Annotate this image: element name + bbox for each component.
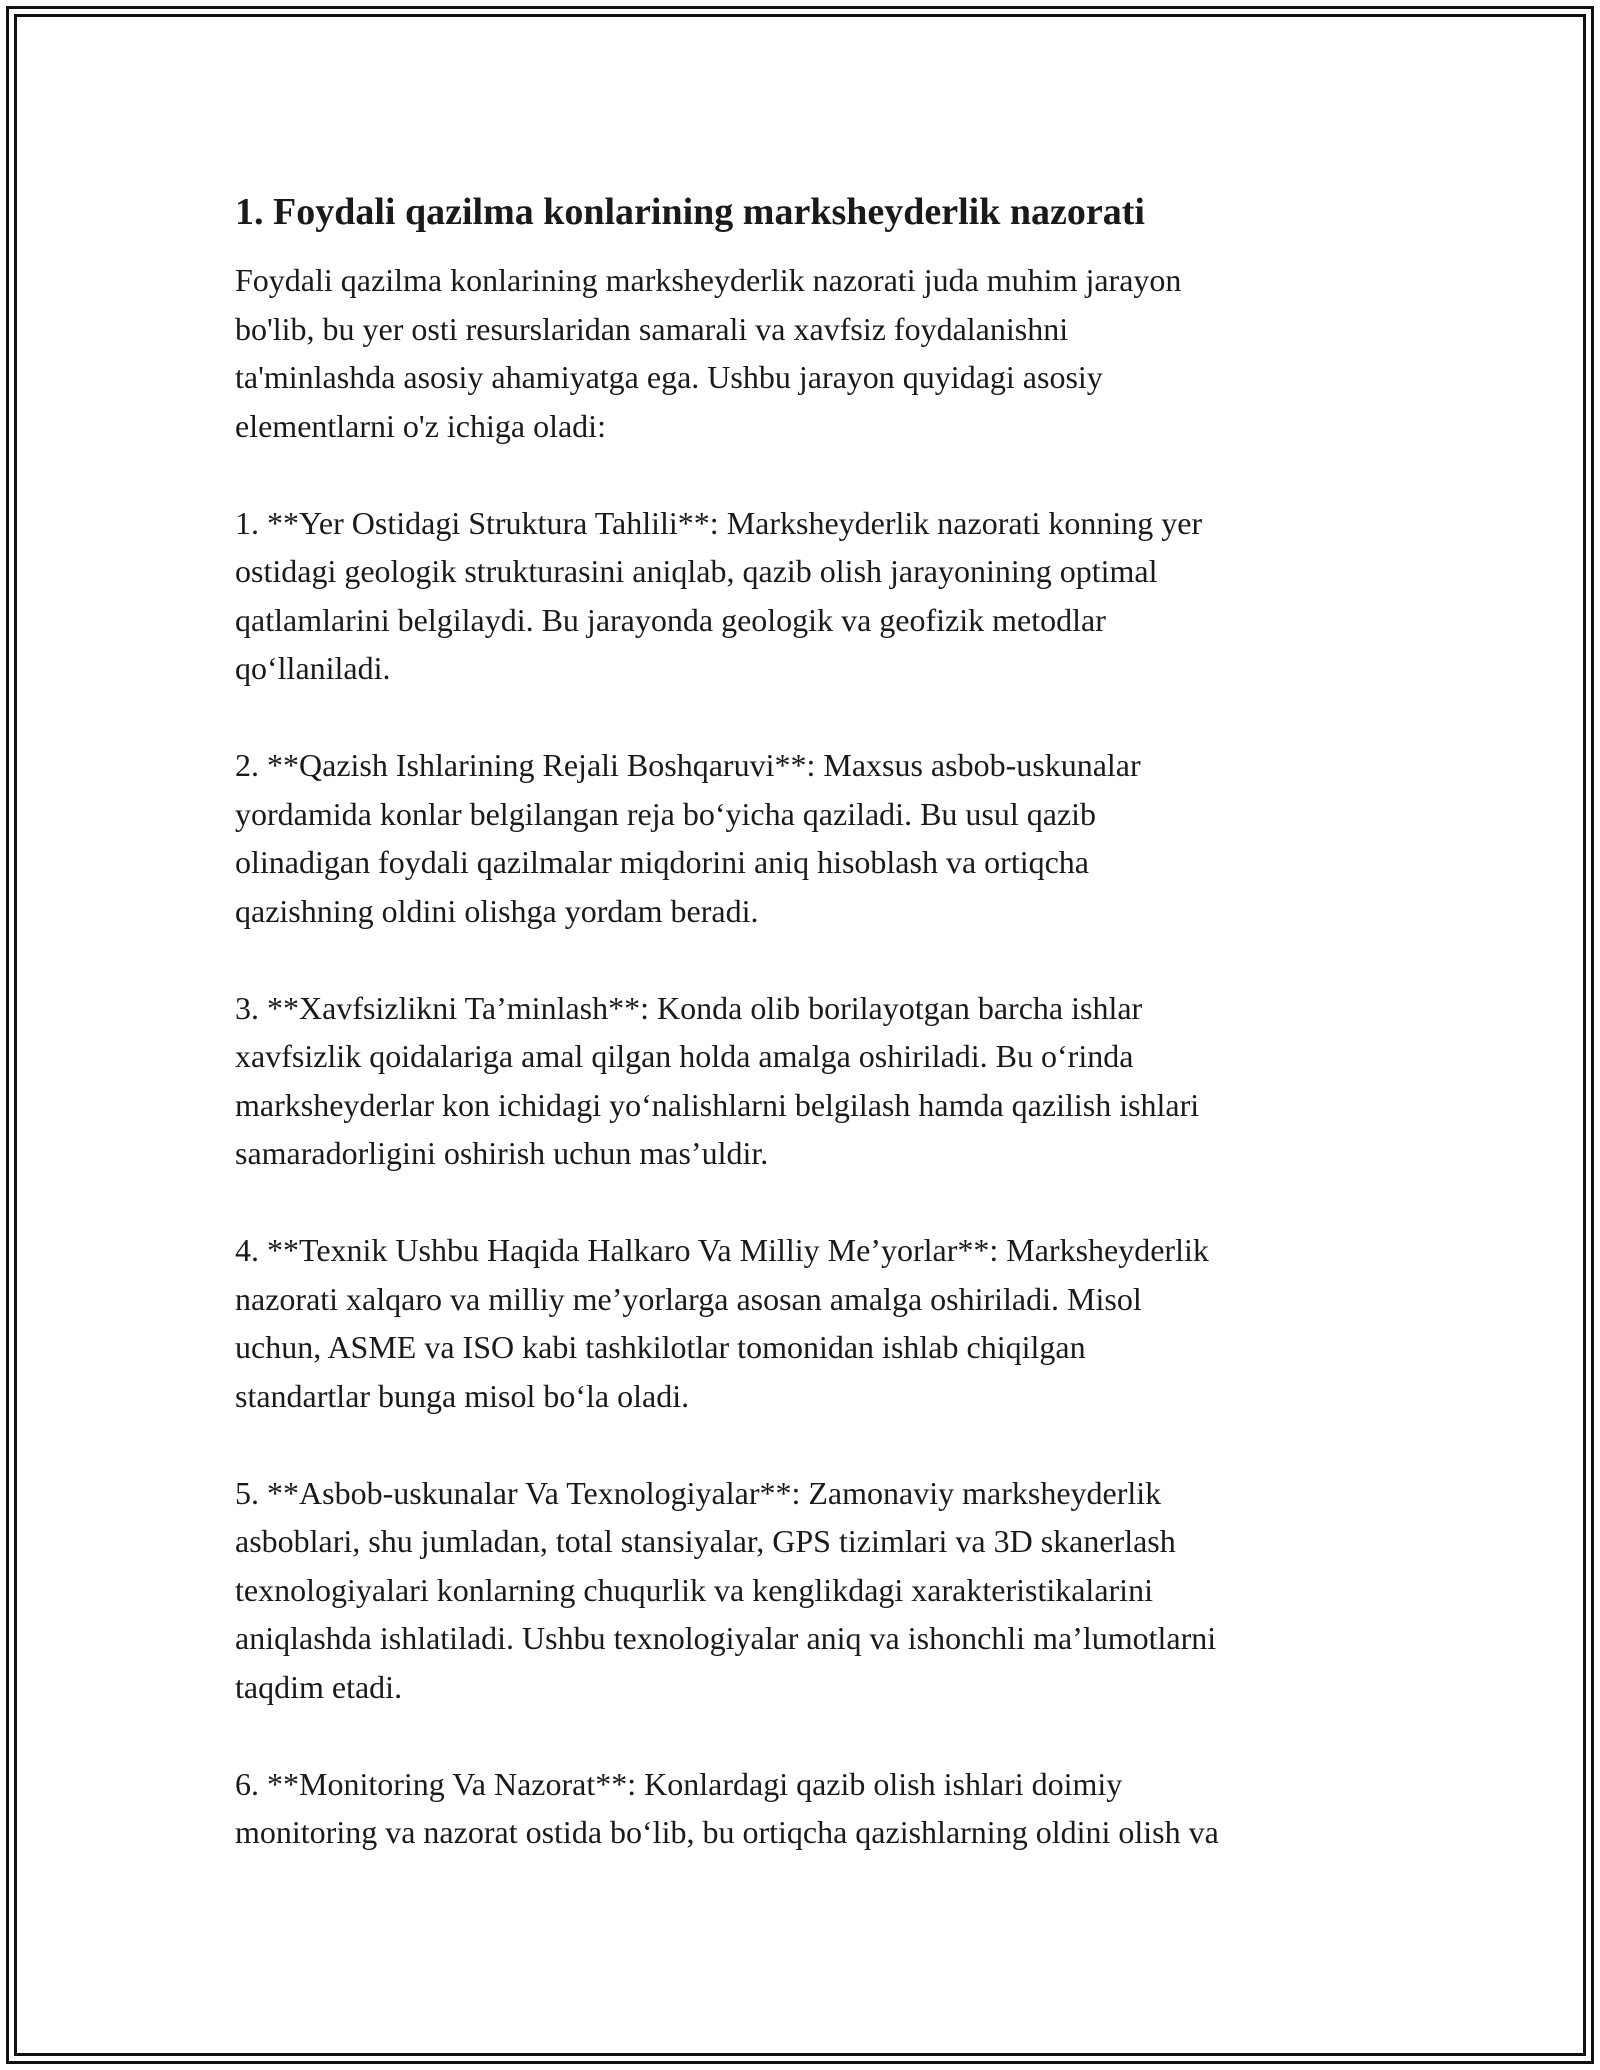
list-item-line: samaradorligini oshirish uchun mas’uldir. [235, 1135, 769, 1171]
list-item-line: monitoring va nazorat ostida bo‘lib, bu ortiqcha qazishlarning oldini olish va [235, 1814, 1219, 1850]
list-item-line: 3. **Xavfsizlikni Ta’minlash**: Konda olib borilayotgan barcha ishlar [235, 989, 1143, 1026]
list-item-line: xavfsizlik qoidalariga amal qilgan holda amalga oshiriladi. Bu o‘rinda [235, 1038, 1134, 1074]
list-item-line: 1. **Yer Ostidagi Struktura Tahlili**: Marksheyderlik nazorati konning yer [235, 504, 1203, 541]
document-title: 1. Foydali qazilma konlarining marksheyderlik nazorati [235, 191, 1145, 233]
list-item-1 [235, 499, 1375, 693]
document-body [235, 188, 1375, 1905]
list-item-line: taqdim etadi. [235, 1668, 403, 1705]
list-item-line: nazorati xalqaro va milliy me’yorlarga asosan amalga oshiriladi. Misol [235, 1280, 1142, 1317]
list-item-4 [235, 1226, 1375, 1420]
list-item-line: ostidagi geologik strukturasini aniqlab, qazib olish jarayonining optimal [235, 553, 1158, 589]
list-item-line: marksheyderlar kon ichidagi yo‘nalishlarni belgilash hamda qazilish ishlari [235, 1086, 1200, 1123]
intro-paragraph [235, 256, 1375, 450]
list-item-line: qatlamlarini belgilaydi. Bu jarayonda geologik va geofizik metodlar [235, 601, 1106, 638]
intro-line: ta'minlashda asosiy ahamiyatga ega. Ushbu jarayon quyidagi asosiy [235, 359, 1103, 395]
intro-line: elementlarni o'z ichiga oladi: [235, 407, 606, 444]
list-item-line: qo‘llaniladi. [235, 650, 391, 686]
list-item-line: texnologiyalari konlarning chuqurlik va kenglikdagi xarakteristikalarini [235, 1571, 1153, 1608]
list-item-5 [235, 1469, 1375, 1712]
list-item-2 [235, 741, 1375, 935]
intro-line: Foydali qazilma konlarining marksheyderlik nazorati juda muhim jarayon [235, 262, 1182, 298]
list-item-line: yordamida konlar belgilangan reja bo‘yicha qaziladi. Bu usul qazib [235, 795, 1097, 832]
list-item-line: asboblari, shu jumladan, total stansiyalar, GPS tizimlari va 3D skanerlash [235, 1523, 1176, 1559]
intro-line: bo'lib, bu yer osti resurslaridan samarali va xavfsiz foydalanishni [235, 310, 1069, 347]
list-item-line: qazishning oldini olishga yordam beradi. [235, 892, 759, 929]
list-item-line: standartlar bunga misol bo‘la oladi. [235, 1377, 690, 1414]
list-item-line: 4. **Texnik Ushbu Haqida Halkaro Va Milliy Me’yorlar**: Marksheyderlik [235, 1232, 1209, 1268]
list-item-6 [235, 1760, 1375, 1857]
list-item-line: olinadigan foydali qazilmalar miqdorini aniq hisoblash va ortiqcha [235, 844, 1089, 880]
list-item-line: 5. **Asbob-uskunalar Va Texnologiyalar**: Zamonaviy marksheyderlik [235, 1474, 1162, 1511]
list-item-line: aniqlashda ishlatiladi. Ushbu texnologiyalar aniq va ishonchli ma’lumotlarni [235, 1620, 1217, 1656]
list-item-line: 6. **Monitoring Va Nazorat**: Konlardagi qazib olish ishlari doimiy [235, 1765, 1123, 1802]
list-item-line: 2. **Qazish Ishlarining Rejali Boshqaruvi**: Maxsus asbob-uskunalar [235, 747, 1141, 783]
list-item-line: uchun, ASME va ISO kabi tashkilotlar tomonidan ishlab chiqilgan [235, 1329, 1086, 1365]
list-item-3 [235, 984, 1375, 1178]
